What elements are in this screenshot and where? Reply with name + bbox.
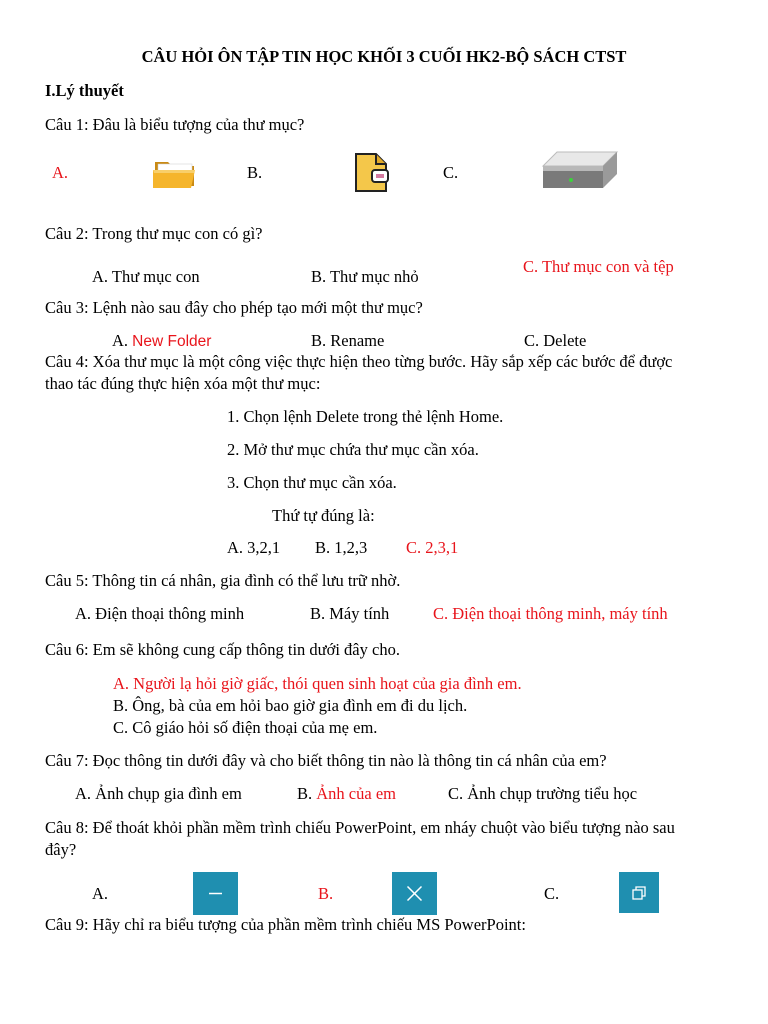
hard-drive-icon bbox=[541, 150, 623, 192]
q6-option-b: B. Ông, bà của em hỏi bao giờ gia đình em đi du lịch. bbox=[113, 696, 468, 715]
q8-option-b-label: B. bbox=[318, 884, 334, 903]
q3-option-c: C. Delete bbox=[524, 331, 587, 350]
q4-step-3: 3. Chọn thư mục cần xóa. bbox=[227, 473, 397, 492]
question-4-line-2: thao tác đúng thực hiện xóa một thư mục: bbox=[45, 374, 321, 393]
q4-step-1: 1. Chọn lệnh Delete trong thẻ lệnh Home. bbox=[227, 407, 504, 426]
q1-option-c-label: C. bbox=[443, 163, 459, 182]
folder-icon bbox=[152, 156, 198, 190]
q7-option-c: C. Ảnh chụp trường tiểu học bbox=[448, 784, 638, 803]
page-title: CÂU HỎI ÔN TẬP TIN HỌC KHỐI 3 CUỐI HK2-BỘ SÁCH CTST bbox=[141, 47, 627, 66]
section-heading: I.Lý thuyết bbox=[45, 81, 124, 100]
question-5: Câu 5: Thông tin cá nhân, gia đình có thể lưu trữ nhờ. bbox=[45, 571, 401, 590]
question-9: Câu 9: Hãy chỉ ra biểu tượng của phần mềm trình chiếu MS PowerPoint: bbox=[45, 915, 526, 934]
question-7: Câu 7: Đọc thông tin dưới đây và cho biết thông tin nào là thông tin cá nhân của em? bbox=[45, 751, 607, 770]
question-1: Câu 1: Đâu là biểu tượng của thư mục? bbox=[45, 115, 305, 134]
q1-option-b-label: B. bbox=[247, 163, 263, 182]
q2-option-a: A. Thư mục con bbox=[92, 267, 200, 286]
question-8-line-1: Câu 8: Để thoát khỏi phần mềm trình chiếu PowerPoint, em nháy chuột vào biểu tượng nào sau bbox=[45, 818, 675, 837]
close-icon bbox=[392, 872, 437, 915]
question-6: Câu 6: Em sẽ không cung cấp thông tin dưới đây cho. bbox=[45, 640, 400, 659]
q4-option-a: A. 3,2,1 bbox=[227, 538, 281, 557]
q3-option-a bbox=[112, 331, 211, 352]
q4-option-c: C. 2,3,1 bbox=[406, 538, 459, 557]
q5-option-a: A. Điện thoại thông minh bbox=[75, 604, 245, 623]
q7-option-b-text: Ảnh của em bbox=[316, 784, 396, 803]
q6-option-a: A. Người lạ hỏi giờ giấc, thói quen sinh hoạt của gia đình em. bbox=[113, 674, 522, 693]
q8-option-a-label: A. bbox=[92, 884, 109, 903]
q2-option-b: B. Thư mục nhỏ bbox=[311, 267, 419, 286]
restore-icon bbox=[619, 872, 659, 913]
q6-option-c: C. Cô giáo hỏi số điện thoại của mẹ em. bbox=[113, 718, 378, 737]
q4-step-2: 2. Mở thư mục chứa thư mục cần xóa. bbox=[227, 440, 479, 459]
q4-prompt: Thứ tự đúng là: bbox=[272, 506, 375, 525]
q7-option-b bbox=[297, 784, 396, 804]
question-8-line-2: đây? bbox=[45, 840, 77, 859]
q1-option-a-label: A. bbox=[52, 163, 69, 182]
q3-option-b: B. Rename bbox=[311, 331, 385, 350]
q3-option-a-label: A. bbox=[112, 331, 129, 350]
question-2: Câu 2: Trong thư mục con có gì? bbox=[45, 224, 263, 243]
file-icon bbox=[352, 152, 392, 194]
q7-option-a: A. Ảnh chụp gia đình em bbox=[75, 784, 242, 803]
q3-option-a-text: New Folder bbox=[132, 333, 212, 350]
q5-option-c: C. Điện thoại thông minh, máy tính bbox=[433, 604, 668, 623]
q4-option-b: B. 1,2,3 bbox=[315, 538, 368, 557]
minimize-icon bbox=[193, 872, 238, 915]
question-3: Câu 3: Lệnh nào sau đây cho phép tạo mới một thư mục? bbox=[45, 298, 423, 317]
q2-option-c: C. Thư mục con và tệp bbox=[523, 257, 674, 276]
q5-option-b: B. Máy tính bbox=[310, 604, 390, 623]
question-4-line-1: Câu 4: Xóa thư mục là một công việc thực hiện theo từng bước. Hãy sắp xếp các bước để được bbox=[45, 352, 673, 371]
q8-option-c-label: C. bbox=[544, 884, 560, 903]
q7-option-b-label: B. bbox=[297, 784, 313, 803]
